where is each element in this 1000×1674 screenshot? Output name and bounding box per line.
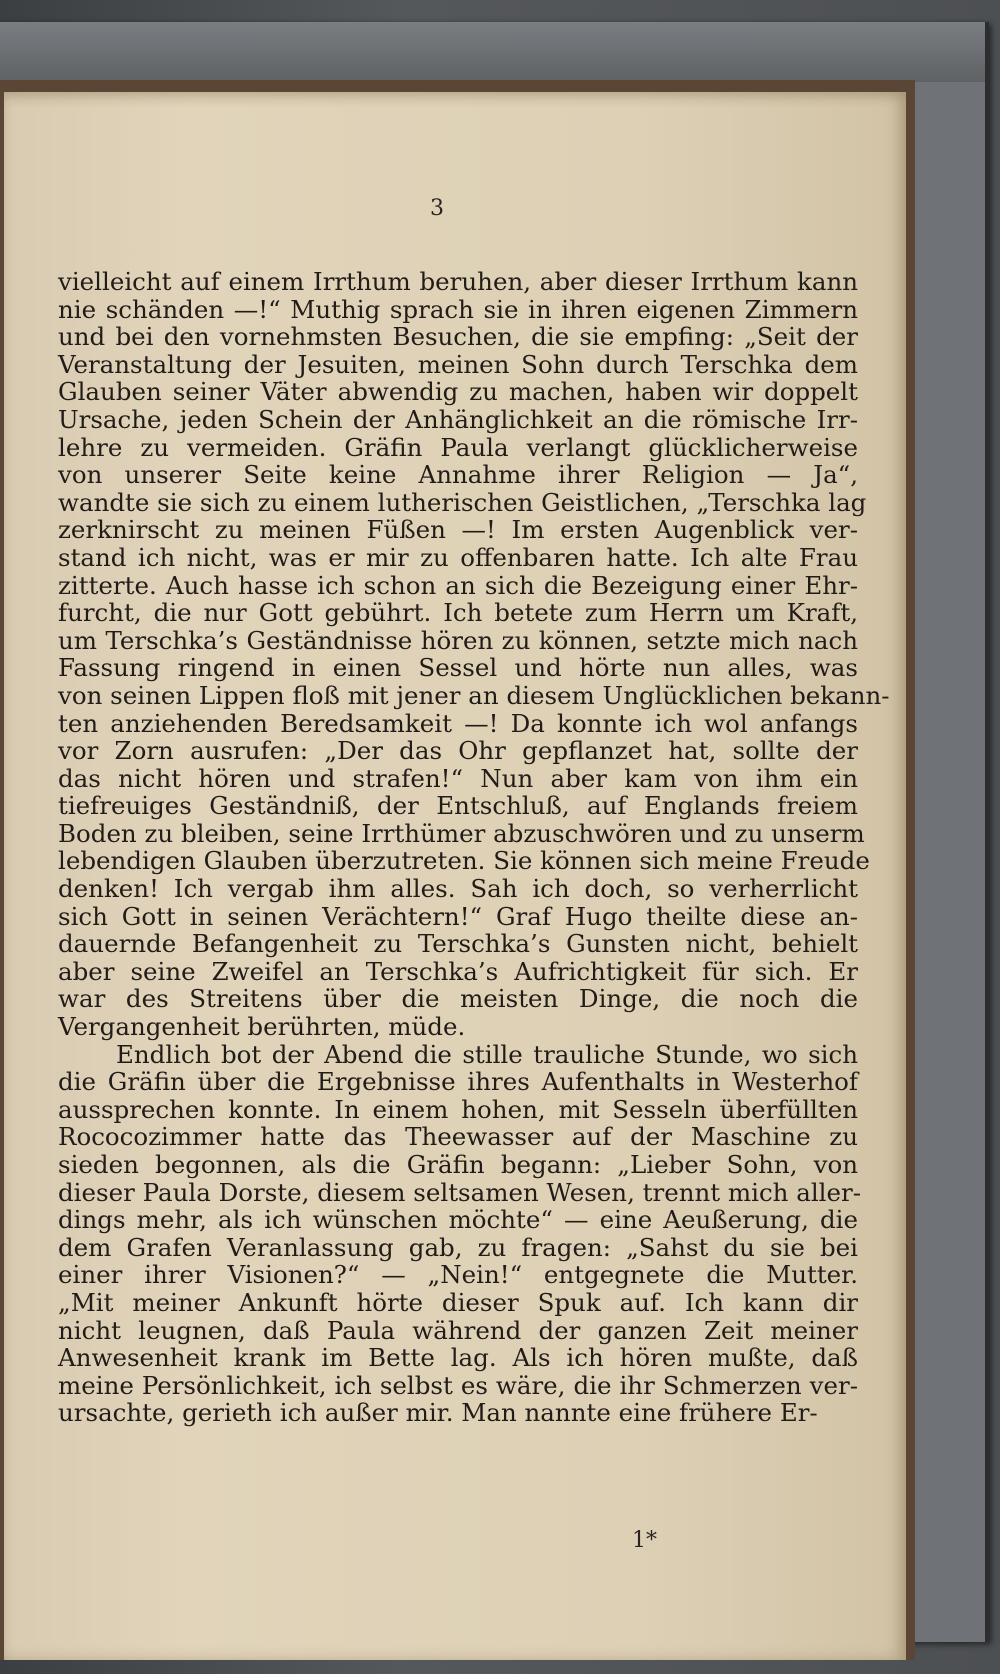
text-line: nie schänden —!“ Muthig sprach sie in ihren eigenen Zimmern [58, 294, 858, 324]
text-line: ten anziehenden Beredsamkeit —! Da konnte ich wol anfangs [58, 708, 858, 738]
text-line: und bei den vornehmsten Besuchen, die sie empfing: „Seit der [58, 322, 858, 352]
text-line: die Gräfin über die Ergebnisse ihres Aufenthalts in Westerhof [58, 1067, 858, 1097]
text-line: aussprechen konnte. In einem hohen, mit Sesseln überfüllten [58, 1094, 858, 1124]
text-line: war des Streitens über die meisten Dinge, die noch die [58, 984, 858, 1014]
text-line: meine Persönlichkeit, ich selbst es wäre, die ihr Schmerzen ver- [58, 1370, 858, 1400]
text-line: dauernde Befangenheit zu Terschka’s Gunsten nicht, behielt [58, 929, 858, 959]
text-line: Endlich bot der Abend die stille trauliche Stunde, wo sich [116, 1039, 858, 1069]
text-line: wandte sie sich zu einem lutherischen Geistlichen, „Terschka lag [58, 487, 867, 517]
text-line: dieser Paula Dorste, diesem seltsamen Wesen, trennt mich aller- [58, 1177, 862, 1207]
text-line: das nicht hören und strafen!“ Nun aber kam von ihm ein [58, 763, 858, 793]
text-line: Rococozimmer hatte das Theewasser auf der Maschine zu [58, 1122, 858, 1152]
text-line: sieden begonnen, als die Gräfin begann: „Lieber Sohn, von [58, 1150, 858, 1179]
text-line: Anwesenheit krank im Bette lag. Als ich hören mußte, daß [58, 1343, 858, 1373]
text-line: ursachte, gerieth ich außer mir. Man nannte eine frühere Er- [58, 1398, 818, 1428]
text-line: von seinen Lippen floß mit jener an diesem Unglücklichen bekann- [58, 680, 890, 710]
text-line: Glauben seiner Väter abwendig zu machen, haben wir doppelt [58, 377, 858, 407]
text-line: Ursache, jeden Schein der Anhänglichkeit an die römische Irr- [58, 404, 858, 434]
text-line: tiefreuiges Geständniß, der Entschluß, auf Englands freiem [58, 791, 858, 821]
text-line: lehre zu vermeiden. Gräfin Paula verlangt glücklicherweise [58, 432, 858, 462]
text-line: dings mehr, als ich wünschen möchte“ — eine Aeußerung, die [58, 1205, 858, 1235]
text-line: Fassung ringend in einen Sessel und hörte nun alles, was [58, 653, 858, 683]
text-line: lebendigen Glauben überzutreten. Sie können sich meine Freude [58, 846, 870, 876]
text-line: einer ihrer Visionen?“ — „Nein!“ entgegnete die Mutter. [58, 1260, 858, 1290]
text-line: sich Gott in seinen Verächtern!“ Graf Hugo theilte diese an- [58, 901, 858, 931]
page-number: 3 [430, 196, 444, 221]
text-line: denken! Ich vergab ihm alles. Sah ich doch, so verherrlicht [58, 874, 858, 904]
text-line: zitterte. Auch hasse ich schon an sich die Bezeigung einer Ehr- [58, 570, 858, 600]
text-line: vielleicht auf einem Irrthum beruhen, aber dieser Irrthum kann [58, 267, 858, 296]
book-cover-top [0, 22, 985, 82]
text-line: nicht leugnen, daß Paula während der ganzen Zeit meiner [58, 1315, 858, 1345]
text-line: dem Grafen Veranlassung gab, zu fragen: „Sahst du sie bei [58, 1232, 858, 1262]
text-line: von unserer Seite keine Annahme ihrer Religion — Ja“, [58, 460, 858, 490]
text-line: um Terschka’s Geständnisse hören zu können, setzte mich nach [58, 625, 858, 655]
sheet-signature: 1* [632, 1528, 657, 1553]
text-line: Boden zu bleiben, seine Irrthümer abzuschwören und zu unserm [58, 818, 865, 848]
text-line: Vergangenheit berührten, müde. [58, 1012, 466, 1042]
text-line: vor Zorn ausrufen: „Der das Ohr gepflanzet hat, sollte der [58, 736, 858, 766]
text-line: furcht, die nur Gott gebührt. Ich betete zum Herrn um Kraft, [58, 598, 858, 628]
text-line: „Mit meiner Ankunft hörte dieser Spuk auf. Ich kann dir [58, 1287, 858, 1317]
text-line: zerknirscht zu meinen Füßen —! Im ersten Augenblick ver- [58, 515, 858, 545]
text-line: stand ich nicht, was er mir zu offenbaren hatte. Ich alte Frau [58, 542, 858, 572]
text-line: Veranstaltung der Jesuiten, meinen Sohn durch Terschka dem [58, 349, 858, 379]
body-text [58, 267, 890, 1428]
text-line: aber seine Zweifel an Terschka’s Aufrichtigkeit für sich. Er [58, 956, 858, 986]
